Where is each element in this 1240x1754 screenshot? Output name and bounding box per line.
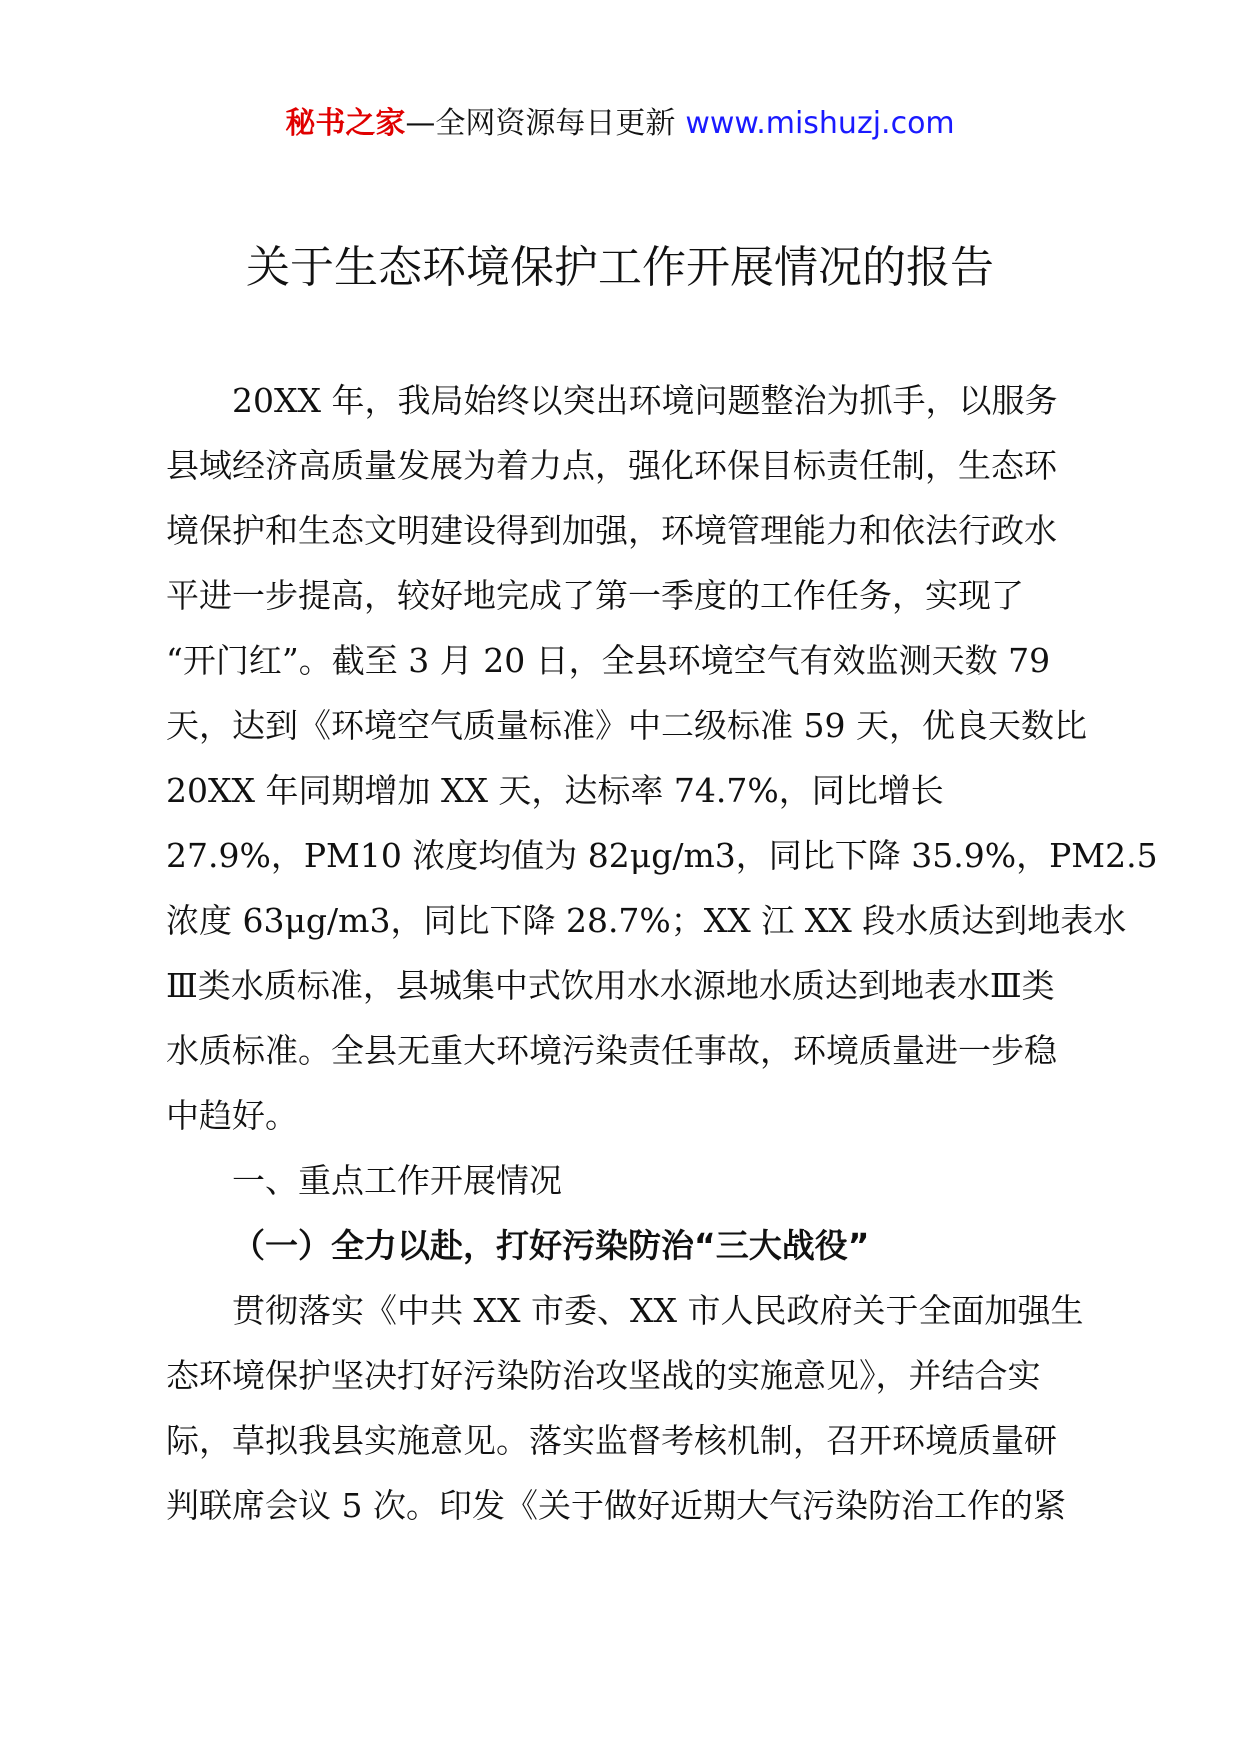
paragraph-line: 水质标准。全县无重大环境污染责任事故，环境质量进一步稳 <box>166 1031 1057 1070</box>
paragraph-line: 浓度 63μg/m3，同比下降 28.7%；XX 江 XX 段水质达到地表水 <box>166 901 1127 940</box>
paragraph-line: 县域经济高质量发展为着力点，强化环保目标责任制，生态环 <box>166 446 1057 485</box>
paragraph-line: “开门红”。截至 3 月 20 日，全县环境空气有效监测天数 79 <box>166 641 1051 680</box>
paragraph-line: 贯彻落实《中共 XX 市委、XX 市人民政府关于全面加强生 <box>232 1291 1084 1330</box>
paragraph-line: 20XX 年同期增加 XX 天，达标率 74.7%，同比增长 <box>166 771 944 810</box>
document-title: 关于生态环境保护工作开展情况的报告 <box>246 242 994 293</box>
paragraph-line: 境保护和生态文明建设得到加强，环境管理能力和依法行政水 <box>166 511 1057 550</box>
paragraph-line: 际，草拟我县实施意见。落实监督考核机制，召开环境质量研 <box>166 1421 1057 1460</box>
paragraph-line: 天，达到《环境空气质量标准》中二级标准 59 天，优良天数比 <box>166 706 1087 745</box>
site-url-link[interactable]: www.mishuzj.com <box>685 106 955 141</box>
paragraph-line: 中趋好。 <box>166 1096 298 1135</box>
subsection-heading: （一）全力以赴，打好污染防治“三大战役” <box>232 1226 870 1265</box>
banner-tagline: —全网资源每日更新 <box>405 106 676 141</box>
paragraph-line: 27.9%，PM10 浓度均值为 82μg/m3，同比下降 35.9%，PM2.5 <box>166 836 1158 875</box>
paragraph-line: 20XX 年，我局始终以突出环境问题整治为抓手，以服务 <box>232 381 1058 420</box>
paragraph-line: Ⅲ类水质标准，县城集中式饮用水水源地水质达到地表水Ⅲ类 <box>166 966 1055 1005</box>
paragraph-line: 平进一步提高，较好地完成了第一季度的工作任务，实现了 <box>166 576 1024 615</box>
document-body <box>166 368 1158 1538</box>
paragraph-line: 态环境保护坚决打好污染防治攻坚战的实施意见》，并结合实 <box>166 1356 1041 1395</box>
paragraph-line: 判联席会议 5 次。印发《关于做好近期大气污染防治工作的紧 <box>166 1486 1066 1525</box>
section-heading: 一、重点工作开展情况 <box>232 1161 562 1200</box>
brand-name: 秘书之家 <box>285 106 406 141</box>
site-banner <box>0 104 1240 144</box>
